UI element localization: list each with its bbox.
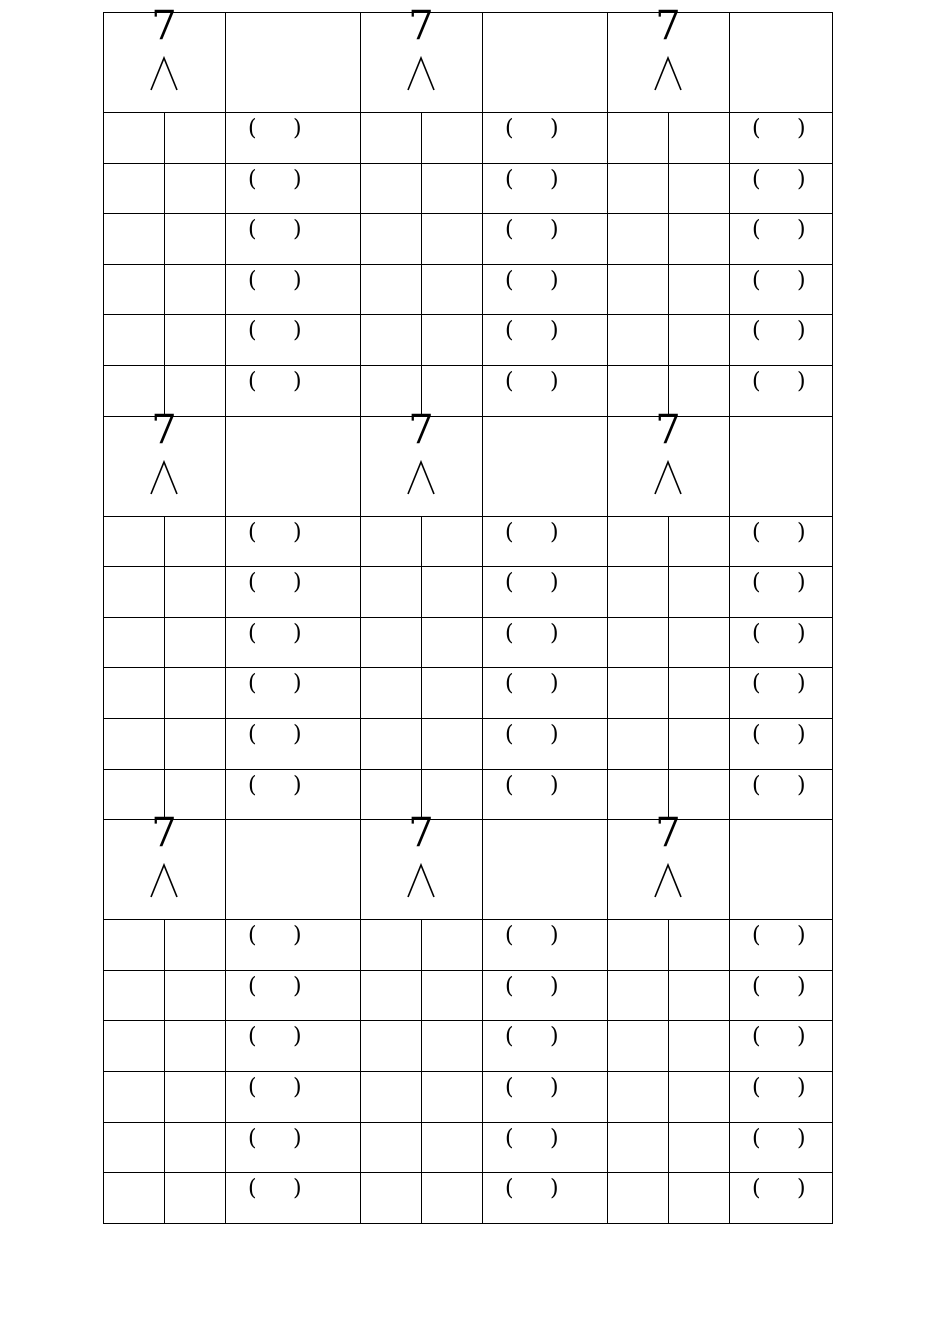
answer-blank-left-paren[interactable]: ( bbox=[248, 1024, 257, 1049]
split-wedge-icon bbox=[404, 56, 438, 94]
answer-blank-right-paren[interactable]: ) bbox=[797, 268, 806, 293]
answer-blank-right-paren[interactable]: ) bbox=[293, 1024, 302, 1049]
answer-blank-right-paren[interactable]: ) bbox=[293, 1075, 302, 1100]
answer-blank-right-paren[interactable]: ) bbox=[293, 369, 302, 394]
column-divider bbox=[482, 819, 483, 1223]
row-divider bbox=[103, 970, 832, 971]
answer-blank-left-paren[interactable]: ( bbox=[505, 268, 514, 293]
split-divider bbox=[164, 112, 165, 416]
answer-blank-left-paren[interactable]: ( bbox=[248, 1176, 257, 1201]
column-divider bbox=[482, 12, 483, 416]
answer-blank-left-paren[interactable]: ( bbox=[505, 167, 514, 192]
split-wedge-icon bbox=[147, 863, 181, 901]
answer-blank-right-paren[interactable]: ) bbox=[797, 773, 806, 798]
answer-blank-left-paren[interactable]: ( bbox=[752, 1024, 761, 1049]
top-number: 7 bbox=[151, 406, 177, 453]
row-divider bbox=[103, 1071, 832, 1072]
answer-blank-right-paren[interactable]: ) bbox=[293, 621, 302, 646]
answer-blank-right-paren[interactable]: ) bbox=[293, 923, 302, 948]
answer-blank-left-paren[interactable]: ( bbox=[752, 268, 761, 293]
column-divider bbox=[729, 416, 730, 820]
answer-blank-left-paren[interactable]: ( bbox=[248, 217, 257, 242]
answer-blank-left-paren[interactable]: ( bbox=[505, 369, 514, 394]
answer-blank-right-paren[interactable]: ) bbox=[550, 167, 559, 192]
answer-blank-left-paren[interactable]: ( bbox=[248, 167, 257, 192]
answer-blank-left-paren[interactable]: ( bbox=[752, 217, 761, 242]
answer-blank-left-paren[interactable]: ( bbox=[248, 722, 257, 747]
answer-blank-left-paren[interactable]: ( bbox=[505, 1176, 514, 1201]
answer-blank-right-paren[interactable]: ) bbox=[550, 671, 559, 696]
answer-blank-right-paren[interactable]: ) bbox=[293, 1176, 302, 1201]
answer-blank-right-paren[interactable]: ) bbox=[293, 268, 302, 293]
answer-blank-left-paren[interactable]: ( bbox=[505, 923, 514, 948]
answer-blank-right-paren[interactable]: ) bbox=[797, 1126, 806, 1151]
header-divider bbox=[103, 919, 832, 920]
split-wedge-icon bbox=[404, 460, 438, 498]
answer-blank-right-paren[interactable]: ) bbox=[293, 116, 302, 141]
answer-blank-left-paren[interactable]: ( bbox=[752, 974, 761, 999]
split-divider bbox=[668, 919, 669, 1223]
row-divider bbox=[103, 365, 832, 366]
answer-blank-right-paren[interactable]: ) bbox=[293, 217, 302, 242]
answer-blank-left-paren[interactable]: ( bbox=[752, 369, 761, 394]
split-divider bbox=[164, 919, 165, 1223]
answer-blank-right-paren[interactable]: ) bbox=[797, 671, 806, 696]
answer-blank-left-paren[interactable]: ( bbox=[505, 570, 514, 595]
row-divider bbox=[103, 819, 832, 820]
top-number: 7 bbox=[151, 3, 177, 49]
answer-blank-right-paren[interactable]: ) bbox=[293, 167, 302, 192]
answer-blank-right-paren[interactable]: ) bbox=[550, 520, 559, 545]
answer-blank-left-paren[interactable]: ( bbox=[248, 570, 257, 595]
row-divider bbox=[103, 1122, 832, 1123]
split-divider bbox=[421, 112, 422, 416]
answer-blank-left-paren[interactable]: ( bbox=[752, 318, 761, 343]
answer-blank-left-paren[interactable]: ( bbox=[752, 671, 761, 696]
row-divider bbox=[103, 617, 832, 618]
answer-blank-right-paren[interactable]: ) bbox=[550, 722, 559, 747]
column-divider bbox=[607, 819, 608, 1223]
split-wedge-icon bbox=[147, 56, 181, 94]
answer-blank-right-paren[interactable]: ) bbox=[293, 671, 302, 696]
row-divider bbox=[103, 718, 832, 719]
column-divider bbox=[729, 819, 730, 1223]
answer-blank-right-paren[interactable]: ) bbox=[293, 773, 302, 798]
column-divider bbox=[225, 12, 226, 416]
row-divider bbox=[103, 667, 832, 668]
answer-blank-right-paren[interactable]: ) bbox=[797, 1075, 806, 1100]
answer-blank-left-paren[interactable]: ( bbox=[752, 116, 761, 141]
answer-blank-left-paren[interactable]: ( bbox=[505, 671, 514, 696]
split-wedge-icon bbox=[147, 460, 181, 498]
answer-blank-right-paren[interactable]: ) bbox=[797, 974, 806, 999]
answer-blank-right-paren[interactable]: ) bbox=[797, 167, 806, 192]
answer-blank-right-paren[interactable]: ) bbox=[797, 116, 806, 141]
row-divider bbox=[103, 163, 832, 164]
column-divider bbox=[729, 12, 730, 416]
column-divider bbox=[225, 416, 226, 820]
column-divider bbox=[607, 416, 608, 820]
answer-blank-right-paren[interactable]: ) bbox=[293, 520, 302, 545]
top-number: 7 bbox=[655, 3, 681, 49]
answer-blank-right-paren[interactable]: ) bbox=[797, 318, 806, 343]
column-divider bbox=[360, 12, 361, 416]
top-number: 7 bbox=[408, 406, 434, 453]
answer-blank-left-paren[interactable]: ( bbox=[752, 621, 761, 646]
answer-blank-left-paren[interactable]: ( bbox=[505, 1126, 514, 1151]
row-divider bbox=[103, 264, 832, 265]
top-number: 7 bbox=[151, 810, 177, 857]
answer-blank-left-paren[interactable]: ( bbox=[505, 974, 514, 999]
answer-blank-right-paren[interactable]: ) bbox=[550, 1126, 559, 1151]
header-divider bbox=[103, 516, 832, 517]
column-divider bbox=[360, 819, 361, 1223]
answer-blank-right-paren[interactable]: ) bbox=[550, 1075, 559, 1100]
header-divider bbox=[103, 112, 832, 113]
answer-blank-right-paren[interactable]: ) bbox=[550, 1024, 559, 1049]
answer-blank-right-paren[interactable]: ) bbox=[797, 722, 806, 747]
answer-blank-right-paren[interactable]: ) bbox=[797, 570, 806, 595]
answer-blank-left-paren[interactable]: ( bbox=[505, 217, 514, 242]
answer-blank-right-paren[interactable]: ) bbox=[797, 369, 806, 394]
split-wedge-icon bbox=[651, 56, 685, 94]
answer-blank-left-paren[interactable]: ( bbox=[248, 923, 257, 948]
answer-blank-right-paren[interactable]: ) bbox=[550, 570, 559, 595]
answer-blank-left-paren[interactable]: ( bbox=[752, 1126, 761, 1151]
row-divider bbox=[103, 213, 832, 214]
answer-blank-left-paren[interactable]: ( bbox=[752, 722, 761, 747]
answer-blank-left-paren[interactable]: ( bbox=[505, 520, 514, 545]
answer-blank-right-paren[interactable]: ) bbox=[550, 268, 559, 293]
answer-blank-left-paren[interactable]: ( bbox=[752, 167, 761, 192]
answer-blank-right-paren[interactable]: ) bbox=[293, 1126, 302, 1151]
top-number: 7 bbox=[655, 810, 681, 857]
row-divider bbox=[103, 1172, 832, 1173]
split-wedge-icon bbox=[651, 460, 685, 498]
answer-blank-right-paren[interactable]: ) bbox=[550, 318, 559, 343]
answer-blank-right-paren[interactable]: ) bbox=[797, 923, 806, 948]
answer-blank-left-paren[interactable]: ( bbox=[505, 722, 514, 747]
split-divider bbox=[668, 516, 669, 820]
answer-blank-right-paren[interactable]: ) bbox=[293, 570, 302, 595]
answer-blank-right-paren[interactable]: ) bbox=[550, 217, 559, 242]
answer-blank-right-paren[interactable]: ) bbox=[550, 773, 559, 798]
answer-blank-left-paren[interactable]: ( bbox=[505, 621, 514, 646]
top-number: 7 bbox=[408, 3, 434, 49]
answer-blank-left-paren[interactable]: ( bbox=[248, 1075, 257, 1100]
row-divider bbox=[103, 1020, 832, 1021]
answer-blank-left-paren[interactable]: ( bbox=[248, 369, 257, 394]
answer-blank-right-paren[interactable]: ) bbox=[293, 318, 302, 343]
answer-blank-right-paren[interactable]: ) bbox=[550, 621, 559, 646]
answer-blank-right-paren[interactable]: ) bbox=[797, 621, 806, 646]
answer-blank-right-paren[interactable]: ) bbox=[797, 520, 806, 545]
answer-blank-left-paren[interactable]: ( bbox=[752, 570, 761, 595]
split-divider bbox=[421, 919, 422, 1223]
answer-blank-left-paren[interactable]: ( bbox=[248, 318, 257, 343]
column-divider bbox=[607, 12, 608, 416]
row-divider bbox=[103, 1223, 832, 1224]
answer-blank-left-paren[interactable]: ( bbox=[248, 520, 257, 545]
answer-blank-left-paren[interactable]: ( bbox=[248, 671, 257, 696]
answer-blank-right-paren[interactable]: ) bbox=[550, 974, 559, 999]
answer-blank-left-paren[interactable]: ( bbox=[752, 1176, 761, 1201]
row-divider bbox=[103, 769, 832, 770]
answer-blank-right-paren[interactable]: ) bbox=[797, 1024, 806, 1049]
answer-blank-left-paren[interactable]: ( bbox=[248, 621, 257, 646]
column-divider bbox=[360, 416, 361, 820]
answer-blank-left-paren[interactable]: ( bbox=[248, 773, 257, 798]
answer-blank-left-paren[interactable]: ( bbox=[248, 268, 257, 293]
split-divider bbox=[421, 516, 422, 820]
row-divider bbox=[103, 416, 832, 417]
column-divider bbox=[225, 819, 226, 1223]
split-divider bbox=[668, 112, 669, 416]
answer-blank-left-paren[interactable]: ( bbox=[248, 974, 257, 999]
answer-blank-left-paren[interactable]: ( bbox=[752, 1075, 761, 1100]
top-number: 7 bbox=[408, 810, 434, 857]
answer-blank-left-paren[interactable]: ( bbox=[752, 520, 761, 545]
row-divider bbox=[103, 314, 832, 315]
split-wedge-icon bbox=[651, 863, 685, 901]
answer-blank-left-paren[interactable]: ( bbox=[248, 1126, 257, 1151]
answer-blank-right-paren[interactable]: ) bbox=[797, 1176, 806, 1201]
answer-blank-left-paren[interactable]: ( bbox=[505, 1024, 514, 1049]
answer-blank-right-paren[interactable]: ) bbox=[550, 369, 559, 394]
answer-blank-left-paren[interactable]: ( bbox=[505, 116, 514, 141]
column-divider bbox=[482, 416, 483, 820]
answer-blank-right-paren[interactable]: ) bbox=[293, 722, 302, 747]
split-divider bbox=[164, 516, 165, 820]
answer-blank-right-paren[interactable]: ) bbox=[550, 116, 559, 141]
answer-blank-right-paren[interactable]: ) bbox=[550, 923, 559, 948]
answer-blank-left-paren[interactable]: ( bbox=[752, 923, 761, 948]
row-divider bbox=[103, 566, 832, 567]
answer-blank-left-paren[interactable]: ( bbox=[752, 773, 761, 798]
answer-blank-right-paren[interactable]: ) bbox=[293, 974, 302, 999]
top-number: 7 bbox=[655, 406, 681, 453]
answer-blank-right-paren[interactable]: ) bbox=[797, 217, 806, 242]
answer-blank-left-paren[interactable]: ( bbox=[505, 318, 514, 343]
answer-blank-left-paren[interactable]: ( bbox=[505, 773, 514, 798]
table-border-right bbox=[832, 12, 833, 1224]
answer-blank-left-paren[interactable]: ( bbox=[505, 1075, 514, 1100]
table-border-top bbox=[103, 12, 832, 13]
answer-blank-left-paren[interactable]: ( bbox=[248, 116, 257, 141]
split-wedge-icon bbox=[404, 863, 438, 901]
answer-blank-right-paren[interactable]: ) bbox=[550, 1176, 559, 1201]
